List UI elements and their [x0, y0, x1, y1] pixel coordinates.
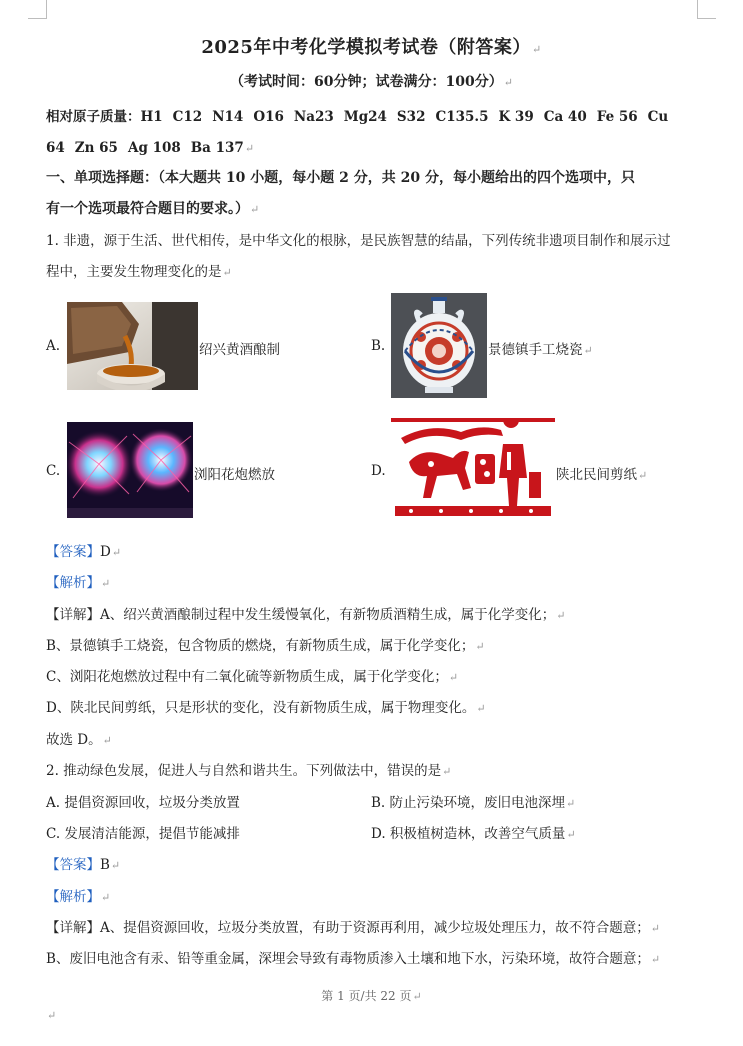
- q1-option-d-letter: D.: [371, 463, 386, 479]
- exam-info: （考试时间：60分钟；试卷满分：100分）↵: [230, 74, 513, 90]
- q2-detail-line: B、废旧电池含有汞、铅等重金属，深埋会导致有毒物质渗入土壤和地下水，污染环境，故符合题意；↵: [46, 951, 661, 967]
- q2-answer: 【答案】B↵: [46, 857, 121, 873]
- q1-detail-line: C、浏阳花炮燃放过程中有二氧化硫等新物质生成，属于化学变化；↵: [46, 669, 459, 685]
- q1-stem: 1. 非遗，源于生活、世代相传，是中华文化的根脉，是民族智慧的结晶，下列传统非遗项目制作和展示过: [46, 233, 671, 249]
- q1-option-b-text: 景德镇手工烧瓷↵: [488, 342, 593, 358]
- fireworks-image: [67, 422, 193, 518]
- page-title: 2025年中考化学模拟考试卷（附答案）↵: [201, 37, 542, 58]
- q1-option-c-text: 浏阳花炮燃放: [194, 467, 275, 483]
- paper-cut-image: [391, 418, 555, 523]
- q1-option-a-text: 绍兴黄酒酿制: [199, 342, 280, 358]
- page-corner-mark-top-left: [28, 0, 47, 19]
- q1-detail-line: D、陕北民间剪纸，只是形状的变化，没有新物质生成，属于物理变化。↵: [46, 700, 486, 716]
- atomic-masses-label: 相对原子质量：: [46, 109, 141, 125]
- q2-option-c: C. 发展清洁能源，提倡节能减排: [46, 826, 240, 842]
- section-heading: 一、单项选择题：（本大题共 10 小题，每小题 2 分，共 20 分，每小题给出的四个选项中，只: [46, 170, 635, 186]
- trailing-paragraph-mark: ↵: [47, 1009, 57, 1022]
- page-corner-mark-top-right: [697, 0, 716, 19]
- q1-answer: 【答案】D↵: [46, 544, 122, 560]
- atomic-masses: 相对原子质量：H1 C12 N14 O16 Na23 Mg24 S32 C135.5 K 39 Ca 40 Fe 56 Cu 64 Zn 65 Ag 108 Ba 137↵: [46, 109, 669, 156]
- page-number: 第 1 页/共 22 页↵: [321, 989, 422, 1003]
- q2-stem: 2. 推动绿色发展，促进人与自然和谐共生。下列做法中，错误的是↵: [46, 763, 452, 779]
- q1-option-c-letter: C.: [46, 463, 61, 479]
- q2-detail-line: 【详解】A、提倡资源回收，垃圾分类放置，有助于资源再利用，减少垃圾处理压力，故不符合题意；↵: [46, 920, 660, 936]
- q1-detail-line: B、景德镇手工烧瓷，包含物质的燃烧，有新物质生成，属于化学变化；↵: [46, 638, 485, 654]
- q1-conclusion: 故选 D。↵: [46, 732, 112, 748]
- q1-detail-line: 【详解】A、绍兴黄酒酿制过程中发生缓慢氧化，有新物质酒精生成，属于化学变化；↵: [46, 607, 566, 623]
- q2-option-b: B. 防止污染环境，废旧电池深埋↵: [371, 795, 576, 811]
- q2-option-a: A. 提倡资源回收，垃圾分类放置: [46, 795, 240, 811]
- q2-analysis-label: 【解析】↵: [46, 889, 111, 905]
- q2-option-d: D. 积极植树造林，改善空气质量↵: [371, 826, 576, 842]
- q1-option-b-letter: B.: [371, 338, 386, 354]
- pouring-wine-image: [67, 302, 198, 390]
- q1-stem-cont: 程中，主要发生物理变化的是↵: [46, 264, 232, 280]
- q1-option-d-text: 陕北民间剪纸↵: [556, 467, 648, 483]
- q1-option-a-letter: A.: [46, 338, 61, 354]
- section-heading-cont: 有一个选项最符合题目的要求。）↵: [46, 201, 260, 217]
- q1-analysis-label: 【解析】↵: [46, 575, 111, 591]
- porcelain-vase-image: [391, 293, 487, 398]
